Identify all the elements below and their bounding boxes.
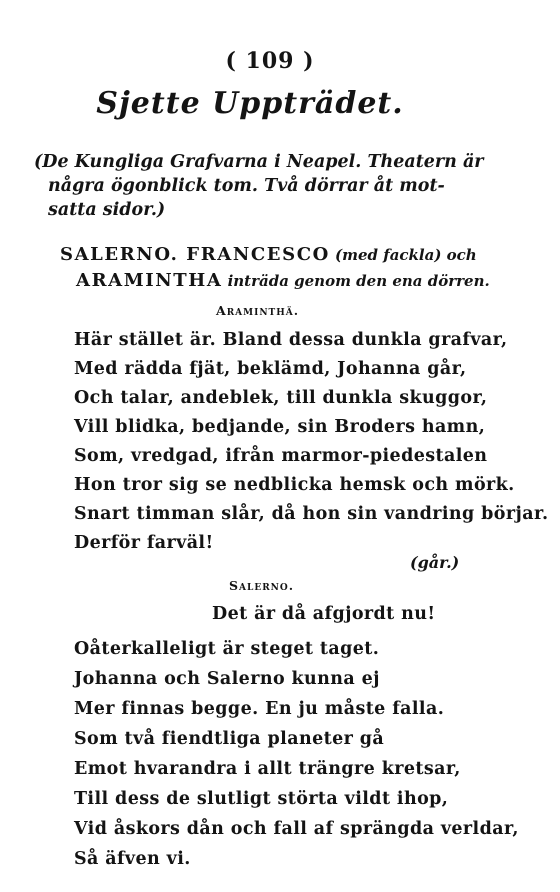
verse-line: Johanna och Salerno kunna ej — [74, 669, 380, 689]
speaker-label-salerno: Salerno. — [229, 578, 295, 593]
verse-line: Här stället är. Bland dessa dunkla grafvar, — [74, 330, 508, 350]
stage-direction-line: några ögonblick tom. Två dörrar åt mot- — [48, 176, 445, 196]
character-name: ARAMINTHA — [76, 270, 223, 291]
entrance-direction — [60, 242, 530, 294]
page-number: ( 109 ) — [225, 48, 315, 74]
verse-line: Oåterkalleligt är steget taget. — [74, 639, 380, 659]
verse-line: Och talar, andeblek, till dunkla skuggor, — [74, 388, 488, 408]
speaker-label-araminta: Araminthä. — [216, 303, 300, 318]
verse-line: Derför farväl! — [74, 533, 214, 553]
exit-direction: (går.) — [410, 553, 460, 572]
verse-line: Vill blidka, bedjande, sin Broders hamn, — [74, 417, 486, 437]
stage-direction — [34, 150, 514, 222]
speech-araminta — [74, 326, 549, 558]
speech-salerno — [74, 634, 544, 874]
character-names: SALERNO. FRANCESCO — [60, 244, 330, 265]
verse-line: Emot hvarandra i allt trängre kretsar, — [74, 759, 461, 779]
entrance-line — [60, 242, 530, 268]
verse-line: Det är då afgjordt nu! — [212, 604, 436, 624]
entrance-line — [60, 268, 530, 294]
verse-line: Som två fiendtliga planeter gå — [74, 729, 385, 749]
verse-line: Som, vredgad, ifrån marmor-piedestalen — [74, 446, 488, 466]
verse-line: Mer finnas begge. En ju måste falla. — [74, 699, 445, 719]
verse-line: Vid åskors dån och fall af sprängda verldar, — [74, 819, 519, 839]
verse-line: Till dess de slutligt störta vildt ihop, — [74, 789, 449, 809]
verse-line: Så äfven vi. — [74, 849, 191, 869]
verse-line: Snart timman slår, då hon sin vandring börjar. — [74, 504, 549, 524]
scene-title: Sjette Uppträdet. — [96, 86, 404, 121]
stage-direction-line: satta sidor.) — [48, 200, 166, 220]
verse-line: Med rädda fjät, beklämd, Johanna går, — [74, 359, 467, 379]
verse-line: Hon tror sig se nedblicka hemsk och mörk. — [74, 475, 515, 495]
stage-direction-line: (De Kungliga Grafvarna i Neapel. Theatern är — [34, 152, 484, 172]
entrance-note: inträda genom den ena dörren. — [227, 272, 490, 290]
entrance-note: (med fackla) och — [335, 246, 477, 264]
